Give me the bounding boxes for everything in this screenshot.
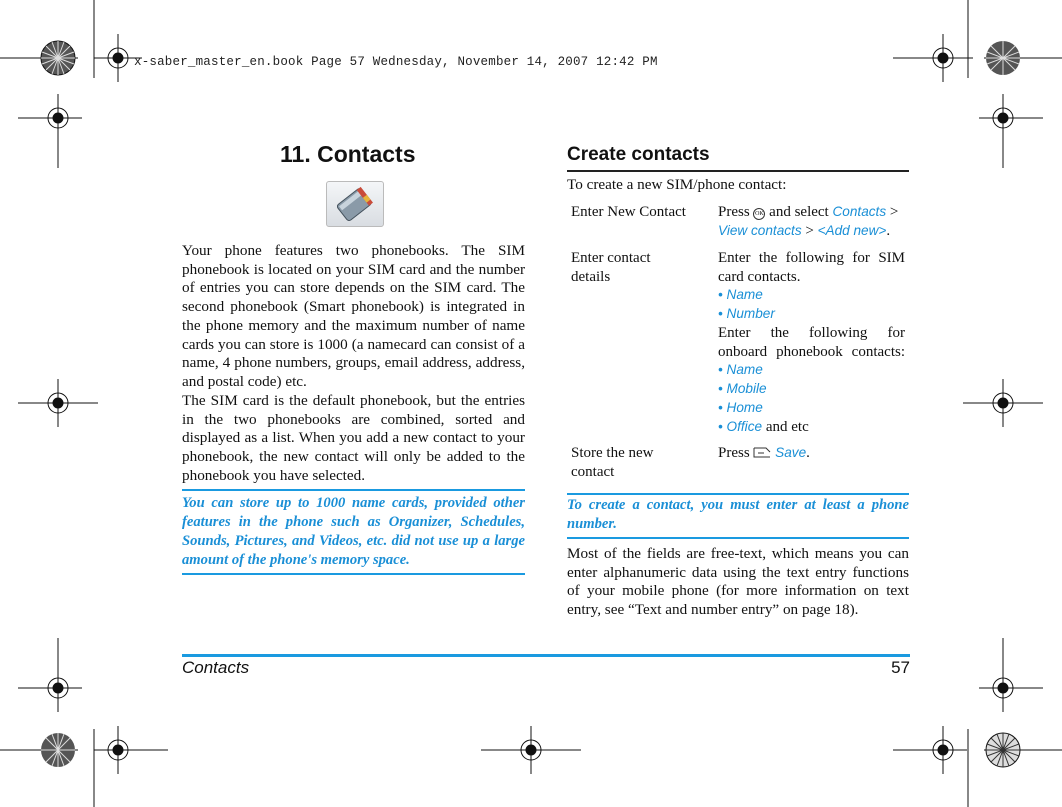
note-top-rule (182, 489, 525, 491)
onboard-instruction: Enter the following for onboard phonebook contacts: (718, 325, 905, 360)
footer-section: Contacts (182, 658, 250, 677)
list-item: • Name (718, 287, 763, 302)
intro-paragraph: Your phone features two phonebooks. The SIM phonebook is located on your SIM card and the number of entries you can store depends on the SIM card. The second phonebook (Smart phonebook) is integrated in the phone memory and the maximum number of name cards you can store is 1000 (a namecard can consist of a name, 4 phone numbers, groups, email address, address, and postal code) etc. (182, 242, 525, 390)
print-header: x-saber_master_en.book Page 57 Wednesday, November 14, 2007 12:42 PM (134, 55, 658, 69)
ok-key-icon: OK (753, 208, 765, 220)
step-enter-new-contact: Enter New Contact (571, 204, 686, 220)
step-enter-new-contact-instruction: Press OK and select Contacts > View contacts > <Add new>. (718, 204, 899, 239)
step-store-contact-instruction: Press Save. (718, 445, 810, 461)
list-item: • Number (718, 306, 775, 321)
step-enter-contact-details: Enter contact details (571, 250, 651, 285)
capacity-note: You can store up to 1000 name cards, provided other features in the phone such as Organizer, Schedules, Sounds, Pictures, and Videos, etc. did not use up a large amount of the phone's memory space. (182, 495, 525, 568)
sim-field-list (718, 285, 775, 323)
default-phonebook-paragraph: The SIM card is the default phonebook, but the entries in the two phonebooks are combined, sorted and displayed as a list. When you add a new contact to your phonebook, the new contact will only be added to the phonebook you have selected. (182, 392, 525, 484)
menu-add-new: <Add new> (817, 222, 887, 238)
list-item: • Name (718, 362, 763, 377)
free-text-paragraph: Most of the fields are free-text, which means you can enter alphanumeric data using the text entry functions of your mobile phone (for more information on text entry, see “Text and number entry” on page 18). (567, 545, 909, 619)
chapter-title: 11. Contacts (280, 141, 416, 167)
sim-instruction: Enter the following for SIM card contacts. (718, 250, 905, 285)
phonebook-icon (326, 181, 384, 227)
save-label: Save (775, 445, 807, 460)
menu-contacts: Contacts (832, 204, 887, 219)
list-item: • Mobile (718, 381, 767, 396)
section-rule (567, 170, 909, 172)
list-item: • Home (718, 400, 763, 415)
left-softkey-icon (753, 445, 771, 456)
step-store-contact: Store the new contact (571, 445, 654, 480)
note-bottom-rule (567, 537, 909, 539)
page-number: 57 (891, 658, 910, 677)
phone-number-note: To create a contact, you must enter at least a phone number. (567, 497, 909, 532)
menu-view-contacts: View contacts (718, 222, 802, 238)
note-top-rule (567, 493, 909, 495)
create-intro: To create a new SIM/phone contact: (567, 176, 787, 193)
section-title: Create contacts (567, 144, 710, 165)
footer-rule (182, 654, 910, 657)
list-item: • Office and etc (718, 419, 809, 435)
onboard-field-list (718, 360, 809, 437)
note-bottom-rule (182, 573, 525, 575)
